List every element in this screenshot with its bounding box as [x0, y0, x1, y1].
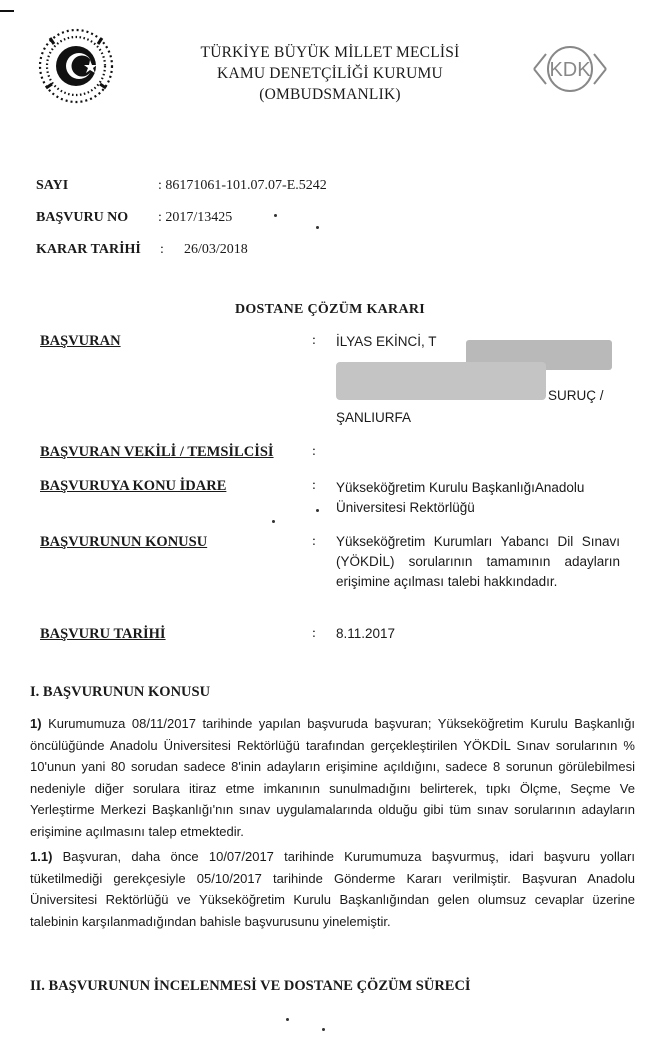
- kdk-logo-text: KDK: [549, 59, 591, 81]
- vekil-label: BAŞVURAN VEKİLİ / TEMSİLCİSİ: [40, 444, 274, 460]
- decision-title: DOSTANE ÇÖZÜM KARARI: [234, 302, 426, 317]
- scan-speck: [274, 214, 277, 217]
- paragraph-1-number: 1): [30, 716, 42, 731]
- basvuran-address-1: SURUÇ /: [548, 388, 604, 403]
- karar-tarihi-label: KARAR TARİHİ: [36, 242, 141, 257]
- tarih-colon: :: [312, 626, 316, 641]
- idare-label: BAŞVURUYA KONU İDARE: [40, 478, 227, 494]
- redaction-block: [336, 362, 546, 400]
- konu-colon: :: [312, 534, 316, 549]
- basvuran-value: İLYAS EKİNCİ, T: [336, 334, 437, 349]
- header-line-3: (OMBUDSMANLIK): [259, 86, 401, 103]
- section-1-paragraph-2: [30, 846, 635, 932]
- vekil-colon: :: [312, 444, 316, 459]
- idare-colon: :: [312, 478, 316, 493]
- konu-label: BAŞVURUNUN KONUSU: [40, 534, 208, 550]
- paragraph-2-text: Başvuran, daha önce 10/07/2017 tarihinde Kurumumuza başvurmuş, idari başvuru yolları tüketilmediği gerekçesiyle 05/10/2017 tarihinde Gönderme Kararı verilmiştir. Başvuran Anadolu Üniversitesi Rektörlüğü ve Yükseköğretim Kurulu Başkanlığından gelen olumsuz cevaplar üzerine talebinin karşılanmadığından bahisle başvurusunu yinelemiştir.: [30, 849, 635, 929]
- kdk-logo: [530, 34, 610, 104]
- tarih-label: BAŞVURU TARİHİ: [40, 626, 166, 642]
- sayi-value: : 86171061-101.07.07-E.5242: [158, 178, 327, 193]
- scan-speck: [286, 1018, 289, 1021]
- section-1-paragraph-1: [30, 713, 635, 842]
- section-2-heading: II. BAŞVURUNUN İNCELENMESİ VE DOSTANE ÇÖZÜM SÜRECİ: [30, 978, 471, 994]
- header-line-2: KAMU DENETÇİLİĞİ KURUMU: [217, 65, 443, 82]
- institution-header: [150, 42, 510, 105]
- basvuru-no-value: : 2017/13425: [158, 210, 233, 225]
- karar-tarihi-colon: :: [160, 242, 164, 257]
- section-1-heading: I. BAŞVURUNUN KONUSU: [30, 684, 211, 700]
- sayi-label: SAYI: [36, 178, 69, 193]
- konu-value: Yükseköğretim Kurumları Yabancı Dil Sınavı (YÖKDİL) sorularının tamamının adayların erişimine açılması talebi hakkındadır.: [336, 534, 620, 589]
- scan-speck: [322, 1028, 325, 1031]
- tbmm-seal-icon: [36, 26, 116, 106]
- basvuru-no-label: BAŞVURU NO: [36, 210, 129, 225]
- basvuran-label: BAŞVURAN: [40, 333, 121, 349]
- tarih-value: 8.11.2017: [336, 626, 396, 641]
- scan-mark: [0, 10, 14, 12]
- basvuran-address-2: ŞANLIURFA: [336, 410, 412, 425]
- karar-tarihi-value: 26/03/2018: [184, 242, 248, 257]
- scan-speck: [316, 226, 319, 229]
- scan-speck: [272, 520, 275, 523]
- paragraph-1-text: Kurumumuza 08/11/2017 tarihinde yapılan başvuruda başvuran; Yükseköğretim Kurulu Başkanlığı öncülüğünde Anadolu Üniversitesi Rektörlüğü tarafından gerçekleştirilen YÖKDİL Sınav sorularının % 10'unun yani 80 sorudan sadece 8'inin adayların erişimine açıldığını, sadece 8 sorunun görülebilmesi nedeniyle diğer sorulara itiraz etme imkanının sunulmadığını belirterek, tıpkı Ölçme, Seçme Ve Yerleştirme Merkezi Başkanlığı'nın sınav uygulamalarında olduğu gibi tüm sınav sorularının adayların erişimine açılmasını talep etmektedir.: [30, 716, 635, 839]
- idare-value: Yükseköğretim Kurulu BaşkanlığıAnadolu Üniversitesi Rektörlüğü: [336, 480, 585, 515]
- scan-speck: [316, 509, 319, 512]
- header-line-1: TÜRKİYE BÜYÜK MİLLET MECLİSİ: [200, 44, 460, 61]
- paragraph-2-number: 1.1): [30, 849, 53, 864]
- basvuran-colon: :: [312, 333, 316, 348]
